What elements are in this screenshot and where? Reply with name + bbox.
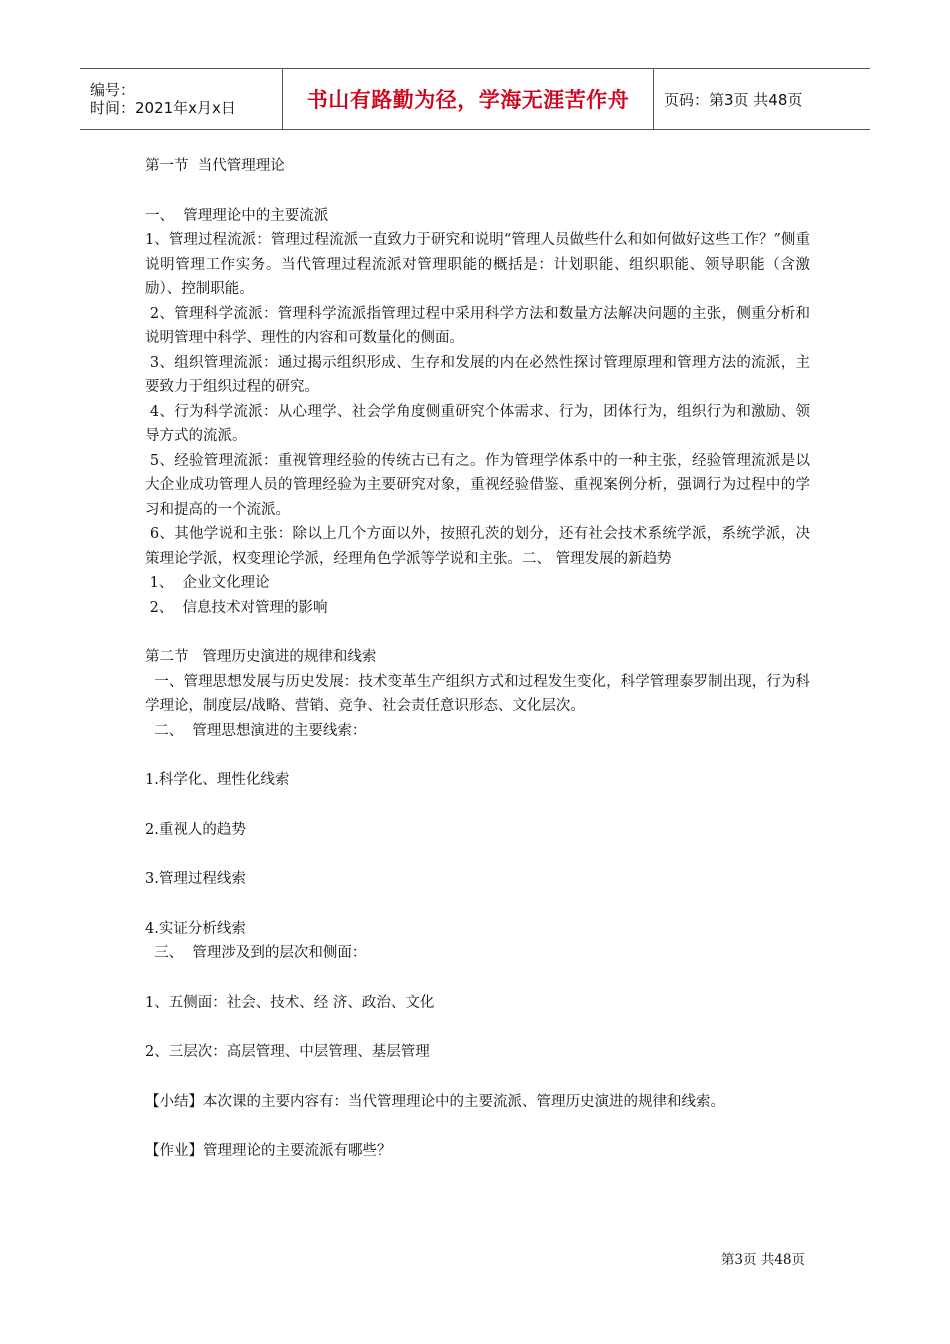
spacer bbox=[145, 1114, 810, 1139]
spacer bbox=[145, 892, 810, 917]
summary-paragraph: 【小结】本次课的主要内容有：当代管理理论中的主要流派、管理历史演进的规律和线索。 bbox=[145, 1093, 725, 1110]
paragraph: 4、行为科学流派：从心理学、社会学角度侧重研究个体需求、行为，团体行为，组织行为和激励、领导方式的流派。 bbox=[145, 403, 810, 444]
list-item: 2.重视人的趋势 bbox=[145, 821, 246, 838]
list-item: 1、五侧面：社会、技术、经 济、政治、文化 bbox=[145, 994, 435, 1011]
header-meta bbox=[80, 69, 282, 129]
spacer bbox=[145, 620, 810, 645]
paragraph: 3、组织管理流派：通过揭示组织形成、生存和发展的内在必然性探讨管理原理和管理方法的流派，主要致力于组织过程的研究。 bbox=[145, 354, 810, 395]
spacer bbox=[145, 1065, 810, 1090]
spacer bbox=[145, 793, 810, 818]
list-item: 4.实证分析线索 bbox=[145, 920, 246, 937]
section2-title: 第二节 管理历史演进的规律和线索 bbox=[145, 649, 377, 665]
list-item: 1、 企业文化理论 bbox=[145, 575, 270, 591]
spacer bbox=[145, 1015, 810, 1040]
section2-heading: 三、 管理涉及到的层次和侧面： bbox=[145, 945, 367, 961]
spacer bbox=[145, 842, 810, 867]
page-footer: 第3页 共48页 bbox=[720, 1252, 805, 1268]
paragraph: 5、经验管理流派：重视管理经验的传统古已有之。作为管理学体系中的一种主张，经验管理流派是以大企业成功管理人员的管理经验为主要研究对象，重视经验借鉴、重视案例分析，强调行为过程中的学习和提高的一个流派。 bbox=[145, 452, 810, 518]
header-page-cell bbox=[654, 69, 870, 129]
time-label: 时间：2021年x月x日 bbox=[90, 99, 236, 117]
number-label: 编号： bbox=[90, 81, 136, 99]
document-body bbox=[145, 154, 810, 1164]
page-label: 页码：第3页 共48页 bbox=[664, 90, 803, 109]
section2-heading: 二、 管理思想演进的主要线索： bbox=[145, 722, 367, 739]
document-header bbox=[80, 68, 870, 130]
paragraph: 1、管理过程流派：管理过程流派一直致力于研究和说明“管理人员做些什么和如何做好这些工作？”侧重说明管理工作实务。当代管理过程流派对管理职能的概括是：计划职能、组织职能、领导职能（含激励）、控制职能。 bbox=[145, 232, 810, 297]
list-item: 3.管理过程线索 bbox=[145, 871, 246, 887]
list-item: 1.科学化、理性化线索 bbox=[145, 772, 290, 788]
list-item: 2、三层次：高层管理、中层管理、基层管理 bbox=[145, 1044, 430, 1060]
section1-heading: 一、 管理理论中的主要流派 bbox=[145, 207, 329, 224]
motto-text: 书山有路勤为径，学海无涯苦作舟 bbox=[306, 88, 630, 112]
spacer bbox=[145, 179, 810, 204]
header-motto-cell bbox=[282, 69, 654, 129]
paragraph: 一、管理思想发展与历史发展：技术变革生产组织方式和过程发生变化，科学管理泰罗制出现，行为科学理论，制度层/战略、营销、竞争、社会责任意识形态、文化层次。 bbox=[145, 673, 811, 714]
spacer bbox=[145, 743, 810, 768]
homework-paragraph: 【作业】管理理论的主要流派有哪些？ bbox=[145, 1143, 392, 1159]
list-item: 2、 信息技术对管理的影响 bbox=[145, 599, 328, 616]
section1-title: 第一节 当代管理理论 bbox=[145, 158, 285, 174]
paragraph: 6、其他学说和主张：除以上几个方面以外，按照孔茨的划分，还有社会技术系统学派，系统学派，决策理论学派，权变理论学派，经理角色学派等学说和主张。二、 管理发展的新趋势 bbox=[145, 526, 810, 567]
paragraph: 2、管理科学流派：管理科学流派指管理过程中采用科学方法和数量方法解决问题的主张，侧重分析和说明管理中科学、理性的内容和可数量化的侧面。 bbox=[145, 305, 810, 346]
spacer bbox=[145, 966, 810, 991]
